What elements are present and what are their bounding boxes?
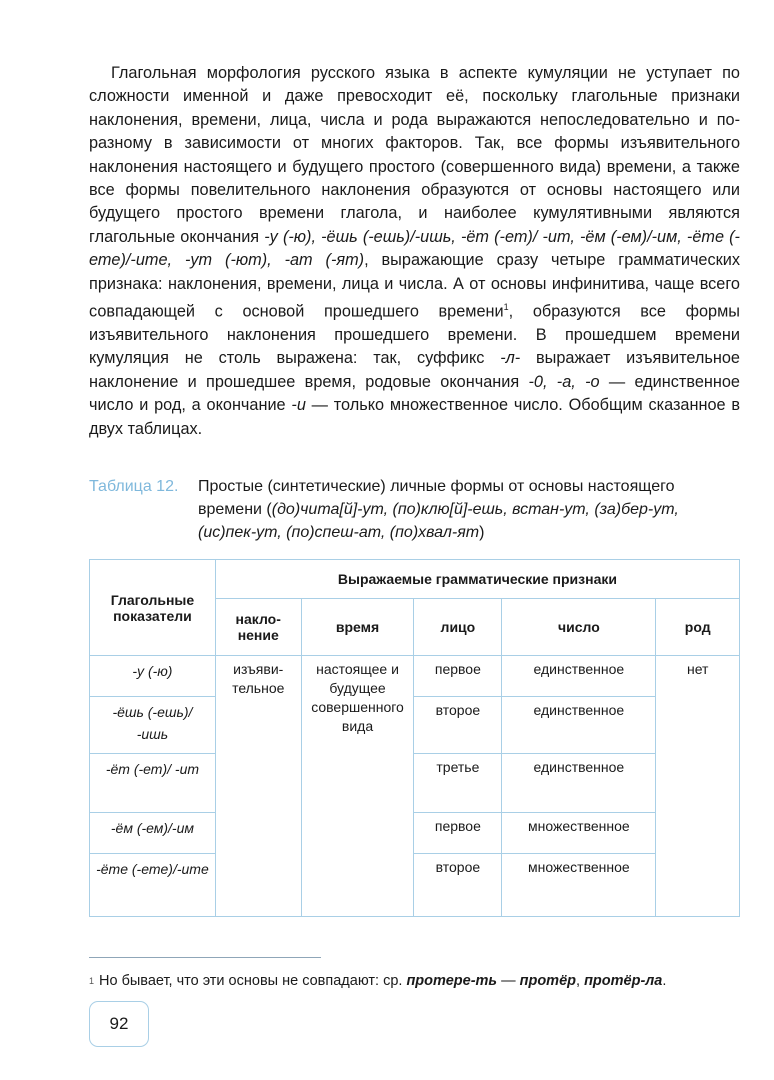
- header-indicators: Глагольные показатели: [90, 560, 216, 656]
- footnote-example: протере-ть: [406, 973, 498, 989]
- number-cell: множественное: [502, 854, 656, 917]
- page-number: 92: [89, 1001, 149, 1047]
- indicator-cell: -ёте (-ете)/-ите: [90, 854, 216, 917]
- table-header-row: [90, 560, 740, 599]
- verb-endings: -у (-ю), -ёшь (-ешь)/-ишь, -ёт (-ет)/ -ит, -ём (-ем)/-им, -ёте (-ете)/-ите, -ут (-ют), -ат (-ят): [89, 227, 740, 270]
- gender-cell: нет: [656, 656, 740, 917]
- header-gender: род: [656, 599, 740, 656]
- paragraph-text: Глагольная морфология русского языка в аспекте кумуляции не уступает по сложности именной и даже превосходит её, поскольку глагольные признаки наклонения, времени, лица, числа и рода выражаются непоследовательно и по-разному в зависимости от многих факторов. Так, все формы изъявительного наклонения настоящего и будущего простого (совершенного вида) времени, а также все формы повелительного наклонения образуются от основы настоящего или будущего простого времени глагола, и наиболее кумулятивными являются глагольные окончания: [89, 64, 740, 246]
- plural-ending: -и: [291, 396, 306, 415]
- header-number: число: [502, 599, 656, 656]
- table-row: [90, 754, 740, 813]
- number-cell: единственное: [502, 697, 656, 754]
- indicator-cell: -у (-ю): [90, 656, 216, 697]
- paragraph-text: выражает изъявительное наклонение и прошедшее время, родовые окончания: [89, 349, 740, 391]
- paragraph-text: — только множественное число. Обобщим сказанное в двух таблицах.: [89, 396, 740, 438]
- person-cell: третье: [414, 754, 502, 813]
- person-cell: первое: [414, 656, 502, 697]
- tense-cell: настоящее и будущее совершенного вида: [301, 656, 414, 917]
- paragraph-text: , образуются все формы изъявительного наклонения прошедшего времени. В прошедшем времени кумуляция не столь выражена: так, суффикс: [89, 302, 740, 368]
- header-person: лицо: [414, 599, 502, 656]
- number-cell: множественное: [502, 813, 656, 854]
- number-cell: единственное: [502, 656, 656, 697]
- footnote: [89, 971, 749, 991]
- indicator-cell: -ёт (-ет)/ -ит: [90, 754, 216, 813]
- footnote-example: протёр-ла: [584, 973, 663, 989]
- paragraph-text: , выражающие сразу четыре грамматических признака: наклонения, времени, лица и числа. А от основы инфинитива, чаще всего совпадающей с основой прошедшего времени: [89, 251, 740, 321]
- mood-cell: изъявительное: [215, 656, 301, 917]
- suffix-l: -л-: [500, 349, 521, 368]
- number-cell: единственное: [502, 754, 656, 813]
- table-caption-label: Таблица 12.: [89, 478, 179, 495]
- footnote-dash: —: [497, 973, 520, 989]
- table-row: [90, 697, 740, 754]
- grammar-table: [89, 559, 740, 917]
- caption-examples: (до)чита[й]-ут, (по)клю[й]-ешь, встан-ут, (за)бер-ут, (ис)пек-ут, (по)спеш-ат, (по)хвал-ят: [198, 501, 679, 541]
- table-caption-text: [198, 475, 738, 544]
- caption-title: Простые (синтетические) личные формы от основы настоящего времени (: [198, 478, 675, 518]
- caption-close: ): [479, 524, 485, 541]
- footnote-end: .: [662, 973, 667, 989]
- footnote-reference[interactable]: 1: [503, 302, 509, 313]
- indicator-cell: -ёшь (-ешь)/ -ишь: [90, 697, 216, 754]
- header-features: Выражаемые грамматические признаки: [215, 560, 739, 599]
- table-row: [90, 813, 740, 854]
- paragraph-text: — единственное число и род, а окончание: [89, 372, 740, 415]
- gender-endings: -0, -а, -о: [528, 372, 600, 391]
- person-cell: первое: [414, 813, 502, 854]
- footnote-mark: 1: [89, 976, 95, 986]
- table-row: [90, 656, 740, 697]
- person-cell: второе: [414, 697, 502, 754]
- table-caption: [89, 475, 740, 544]
- footnote-text: Но бывает, что эти основы не совпадают: ср.: [99, 973, 407, 989]
- header-mood: наклонение: [215, 599, 301, 656]
- footnote-example: протёр: [519, 973, 576, 989]
- body-paragraph: [89, 62, 740, 441]
- footnote-divider: [89, 957, 321, 958]
- header-tense: время: [301, 599, 414, 656]
- footnote-comma: ,: [576, 973, 585, 989]
- table-row: [90, 854, 740, 917]
- person-cell: второе: [414, 854, 502, 917]
- indicator-cell: -ём (-ем)/-им: [90, 813, 216, 854]
